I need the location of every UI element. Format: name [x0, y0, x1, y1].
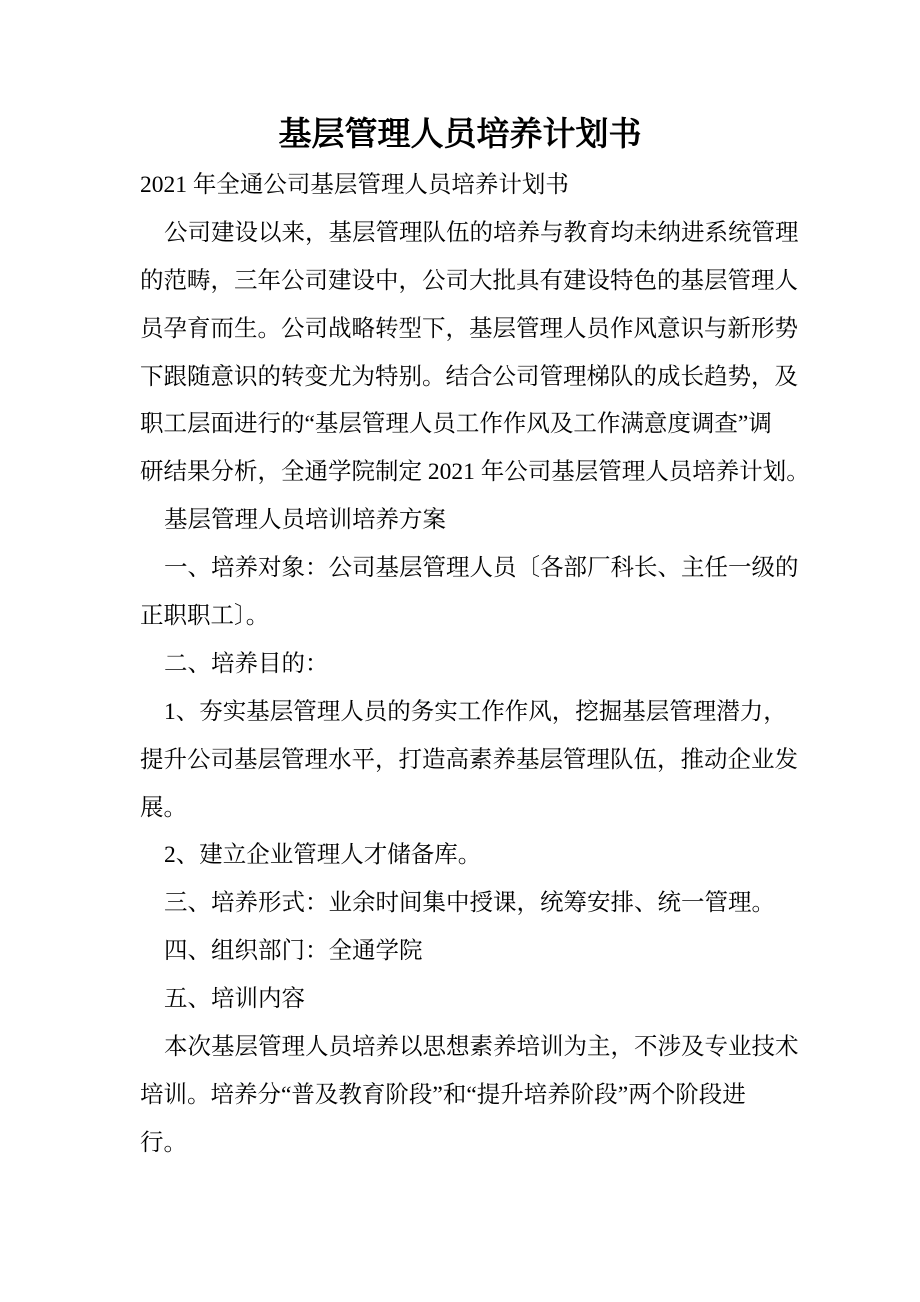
paragraph: [140, 641, 800, 689]
paragraph: [140, 832, 800, 880]
text-line: 三、培养形式：业余时间集中授课，统筹安排、统一管理。: [164, 890, 775, 917]
text-line: 2、建立企业管理人才储备库。: [164, 842, 482, 869]
paragraph: [140, 162, 800, 210]
text-line: 2021 年全通公司基层管理人员培养计划书: [140, 172, 569, 198]
text-line: 行。: [140, 1129, 187, 1156]
text-line: 1、夯实基层管理人员的务实工作作风，挖掘基层管理潜力，: [164, 698, 787, 725]
text-line: 下跟随意识的转变尤为特别。结合公司管理梯队的成长趋势，及: [140, 363, 798, 390]
text-line: 员孕育而生。公司战略转型下，基层管理人员作风意识与新形势: [140, 315, 798, 342]
text-line: 本次基层管理人员培养以思想素养培训为主，不涉及专业技术: [164, 1034, 799, 1061]
paragraph: [140, 210, 810, 497]
text-line: 的范畴，三年公司建设中，公司大批具有建设特色的基层管理人: [140, 267, 798, 294]
text-line: 正职职工〕。: [140, 603, 270, 630]
text-line: 五、培训内容: [164, 986, 305, 1013]
paragraph: [140, 880, 800, 928]
document-body: [140, 162, 810, 1168]
paragraph: [140, 1024, 800, 1168]
text-line: 培训。培养分“普及教育阶段”和“提升培养阶段”两个阶段进: [140, 1081, 746, 1108]
text-line: 二、培养目的：: [164, 650, 329, 677]
document-title: 基层管理人员培养计划书: [278, 117, 642, 153]
paragraph: [140, 545, 800, 641]
paragraph: [140, 976, 800, 1024]
paragraph: [140, 497, 800, 545]
text-line: 一、培养对象：公司基层管理人员〔各部厂科长、主任一级的: [164, 555, 799, 582]
text-line: 基层管理人员培训培养方案: [164, 507, 446, 534]
paragraph: [140, 689, 800, 833]
text-line: 展。: [140, 794, 187, 821]
text-line: 职工层面进行的“基层管理人员工作作风及工作满意度调查”调: [140, 411, 772, 438]
text-line: 研结果分析，全通学院制定 2021 年公司基层管理人员培养计划。: [140, 459, 810, 486]
text-line: 四、组织部门：全通学院: [164, 938, 423, 965]
text-line: 公司建设以来，基层管理队伍的培养与教育均未纳进系统管理: [164, 219, 799, 246]
paragraph: [140, 928, 800, 976]
text-line: 提升公司基层管理水平，打造高素养基层管理队伍，推动企业发: [140, 746, 798, 773]
